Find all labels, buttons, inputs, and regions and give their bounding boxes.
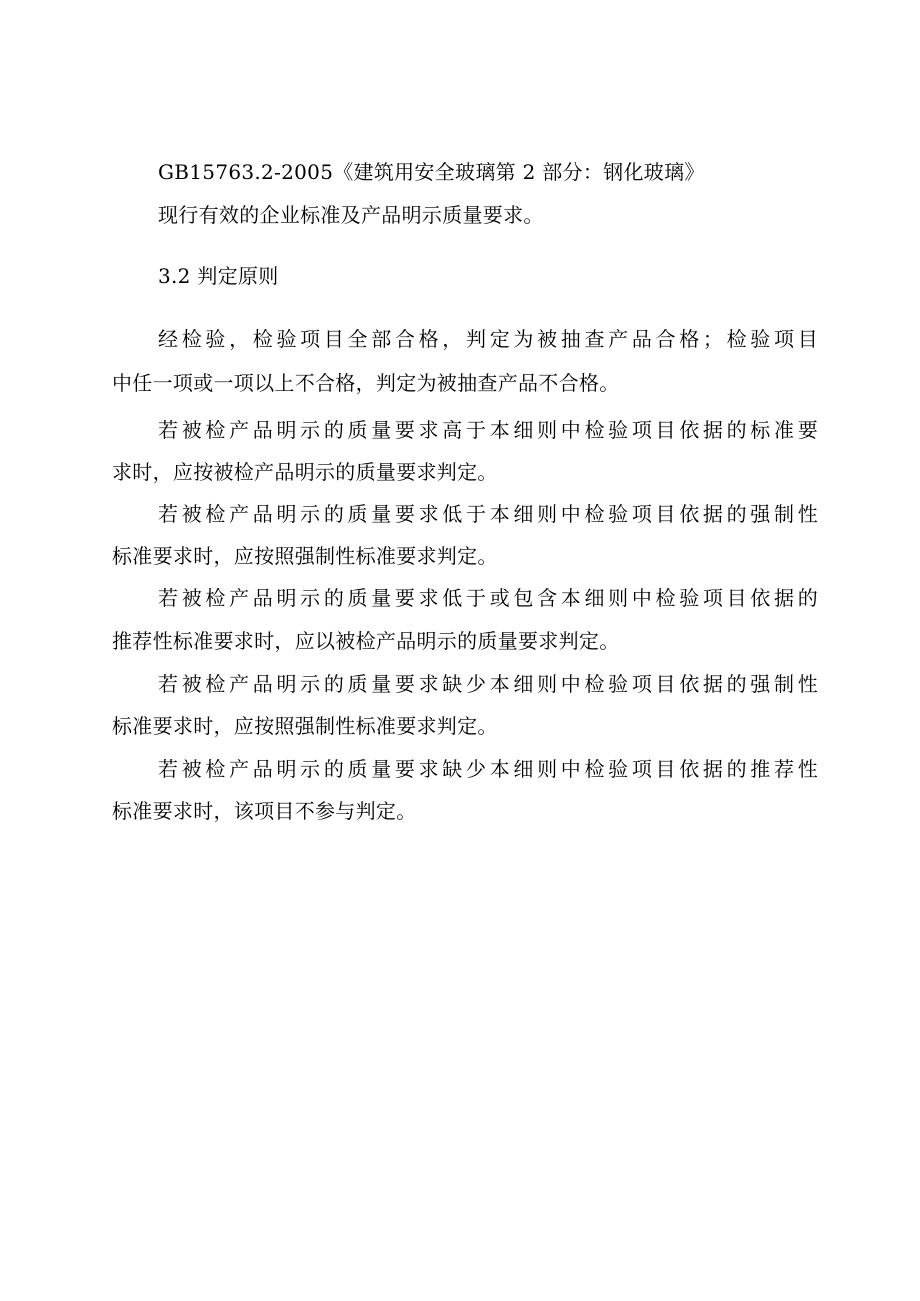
standard-enterprise-reference: 现行有效的企业标准及产品明示质量要求。 — [158, 203, 544, 227]
paragraph-2-line-2: 求时，应按被检产品明示的质量要求判定。 — [112, 460, 498, 484]
paragraph-1-line-1: 经检验，检验项目全部合格，判定为被抽查产品合格；检验项目 — [158, 327, 818, 351]
paragraph-5-line-1: 若被检产品明示的质量要求缺少本细则中检验项目依据的强制性 — [158, 672, 818, 696]
paragraph-5-line-2: 标准要求时，应按照强制性标准要求判定。 — [112, 714, 498, 738]
paragraph-4-line-2: 推荐性标准要求时，应以被检产品明示的质量要求判定。 — [112, 629, 620, 653]
paragraph-6-line-1: 若被检产品明示的质量要求缺少本细则中检验项目依据的推荐性 — [158, 757, 818, 781]
paragraph-1-line-2: 中任一项或一项以上不合格，判定为被抽查产品不合格。 — [112, 371, 620, 395]
paragraph-6-line-2: 标准要求时，该项目不参与判定。 — [112, 799, 417, 823]
paragraph-3-line-2: 标准要求时，应按照强制性标准要求判定。 — [112, 544, 498, 568]
paragraph-4-line-1: 若被检产品明示的质量要求低于或包含本细则中检验项目依据的 — [158, 586, 818, 610]
section-heading: 3.2 判定原则 — [158, 264, 279, 288]
paragraph-2-line-1: 若被检产品明示的质量要求高于本细则中检验项目依据的标准要 — [158, 418, 818, 442]
paragraph-3-line-1: 若被检产品明示的质量要求低于本细则中检验项目依据的强制性 — [158, 502, 818, 526]
standard-gb-reference: GB15763.2-2005《建筑用安全玻璃第 2 部分：钢化玻璃》 — [158, 160, 705, 184]
